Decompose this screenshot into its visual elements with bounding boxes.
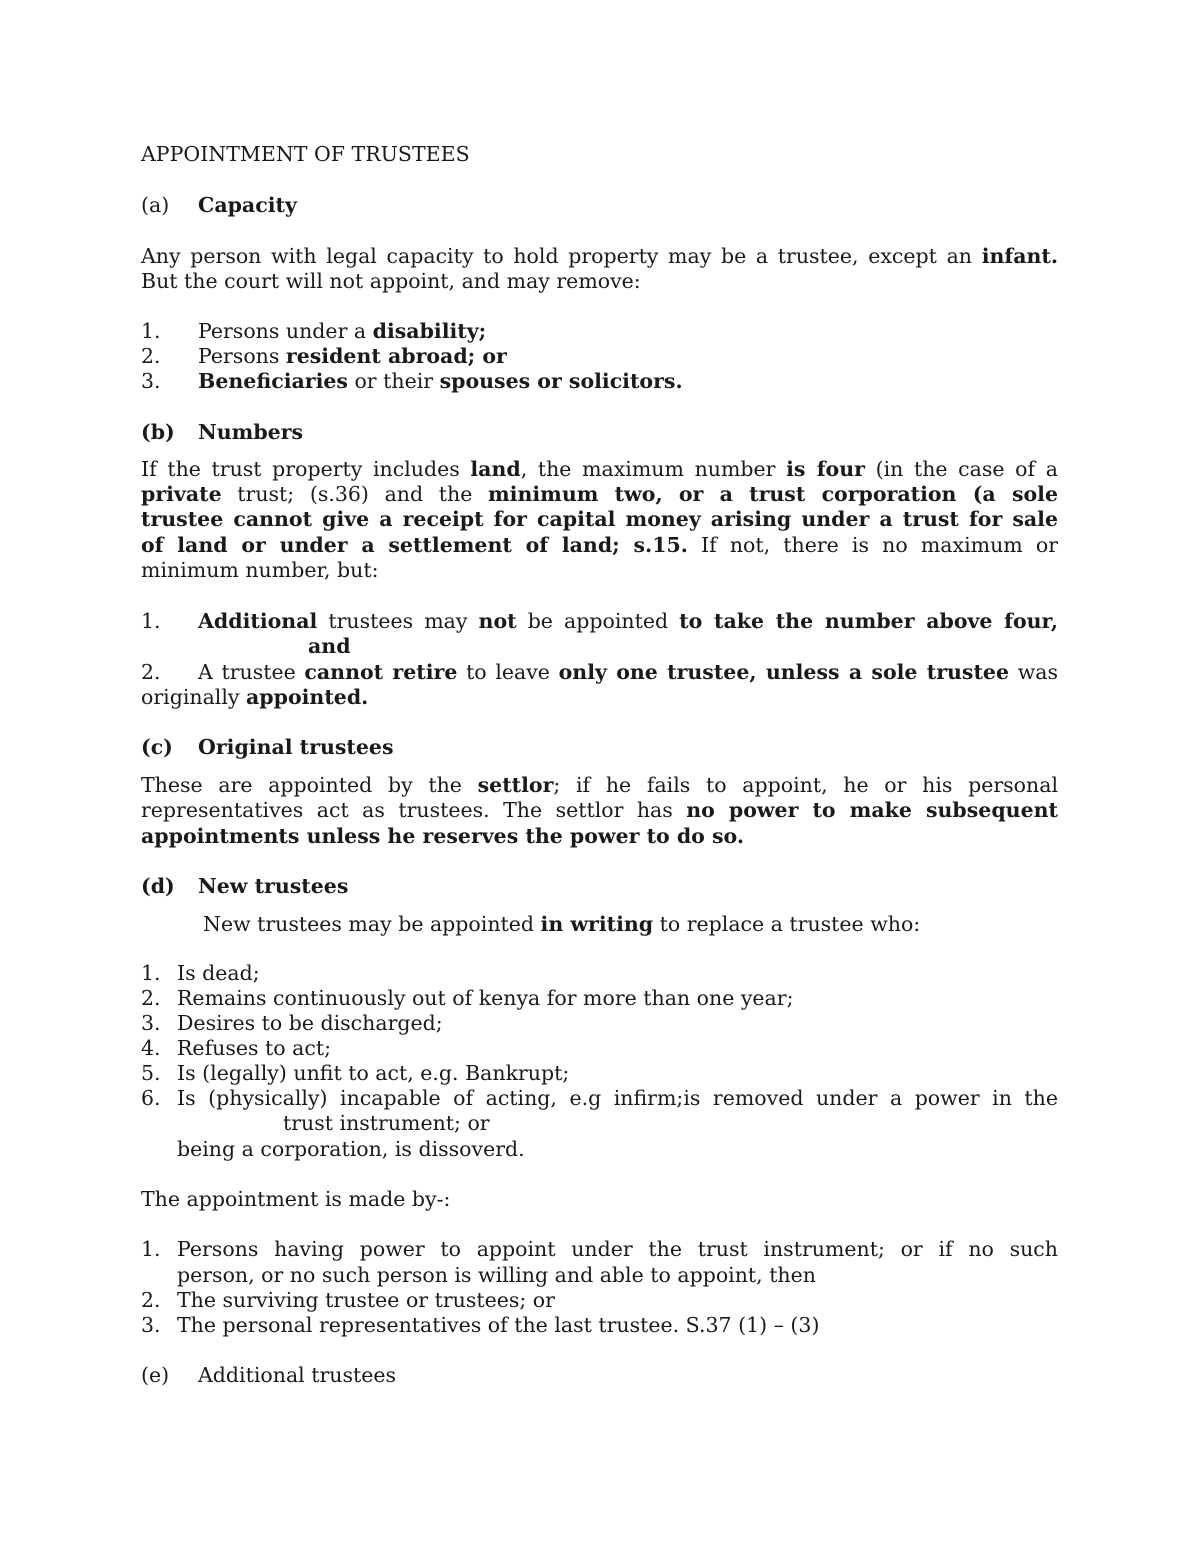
list-item: 2. The surviving trustee or trustees; or (141, 1288, 555, 1312)
original-trustees-line: representatives act as trustees. The settlor has no power to make subsequent (141, 798, 1058, 822)
original-trustees-line: appointments unless he reserves the power to do so. (141, 824, 744, 848)
list-item: 3. Beneficiaries or their spouses or solicitors. (141, 369, 683, 393)
section-title: Additional trustees (198, 1363, 397, 1387)
section-title: Original trustees (198, 735, 394, 759)
list-item: 1. Is dead; (141, 961, 260, 985)
original-trustees-line: These are appointed by the settlor; if he fails to appoint, he or his personal (141, 773, 1058, 797)
list-item-continuation: being a corporation, is dissoverd. (177, 1137, 525, 1161)
capacity-paragraph-line: But the court will not appoint, and may remove: (141, 269, 641, 293)
list-item: 2. Persons resident abroad; or (141, 344, 507, 368)
numbers-paragraph-line: trustee cannot give a receipt for capital money arising under a trust for sale (141, 507, 1058, 531)
list-item: 3. The personal representatives of the last trustee. S.37 (1) – (3) (141, 1313, 820, 1337)
numbers-paragraph-line: of land or under a settlement of land; s.15. If not, there is no maximum or (141, 533, 1058, 557)
section-c-heading (141, 734, 394, 760)
capacity-paragraph-line: Any person with legal capacity to hold property may be a trustee, except an infant. (141, 244, 1058, 268)
section-label: (b) (141, 420, 175, 444)
list-item-continuation: originally appointed. (141, 685, 369, 709)
section-label: (c) (141, 735, 173, 759)
section-label: (a) (141, 193, 170, 217)
list-item: 3. Desires to be discharged; (141, 1011, 443, 1035)
list-item: 5. Is (legally) unfit to act, e.g. Bankrupt; (141, 1061, 570, 1085)
list-item: 1. Persons having power to appoint under the trust instrument; or if no such (141, 1237, 1058, 1261)
numbers-paragraph-line: minimum number, but: (141, 558, 379, 582)
list-item-continuation: trust instrument; or (283, 1111, 490, 1135)
list-item: 1. Persons under a disability; (141, 319, 487, 343)
list-item: 4. Refuses to act; (141, 1036, 331, 1060)
section-b-heading (141, 419, 303, 445)
section-title: Numbers (198, 420, 304, 444)
section-e-heading (141, 1362, 396, 1388)
page-title: APPOINTMENT OF TRUSTEES (141, 142, 470, 166)
section-title: Capacity (198, 193, 297, 217)
numbers-paragraph-line: private trust; (s.36) and the minimum two, or a trust corporation (a sole (141, 482, 1058, 506)
list-item: 2. Remains continuously out of kenya for more than one year; (141, 986, 794, 1010)
list-item-continuation: person, or no such person is willing and able to appoint, then (177, 1263, 816, 1287)
numbers-paragraph-line: If the trust property includes land, the maximum number is four (in the case of a (141, 457, 1058, 481)
list-item-continuation: and (308, 634, 351, 658)
list-item: 1. Additional trustees may not be appointed to take the number above four, (141, 609, 1058, 633)
list-item: 6. Is (physically) incapable of acting, e.g infirm;is removed under a power in the (141, 1086, 1058, 1110)
section-a-heading (141, 192, 297, 218)
section-d-heading (141, 873, 348, 899)
section-label: (d) (141, 874, 175, 898)
new-trustees-intro: New trustees may be appointed in writing to replace a trustee who: (203, 912, 921, 936)
section-label: (e) (141, 1363, 170, 1387)
appointment-made-by: The appointment is made by-: (141, 1187, 451, 1211)
list-item: 2. A trustee cannot retire to leave only one trustee, unless a sole trustee was (141, 660, 1058, 684)
section-title: New trustees (198, 874, 349, 898)
